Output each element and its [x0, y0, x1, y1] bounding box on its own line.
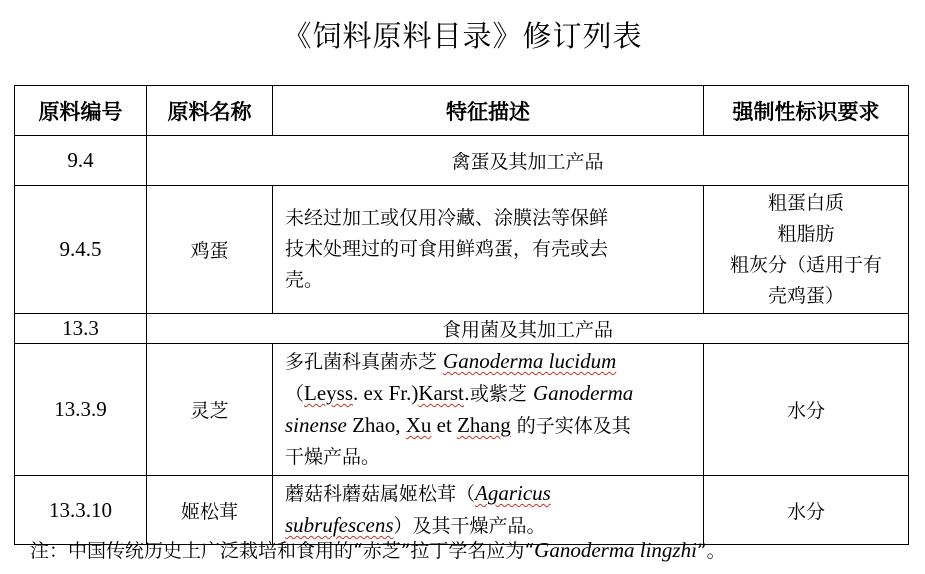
category-cell: 食用菌及其加工产品	[147, 314, 909, 344]
req-cell: 水分	[704, 476, 909, 545]
header-req: 强制性标识要求	[704, 86, 909, 136]
header-name: 原料名称	[147, 86, 273, 136]
table-row	[15, 314, 909, 344]
req-line: 粗灰分（适用于有	[729, 253, 882, 276]
header-row	[15, 86, 909, 136]
desc-text: 的子实体及其	[510, 415, 631, 437]
latin-name: subrufescens	[285, 513, 394, 537]
latin-text: Xu	[405, 413, 432, 437]
table-row	[15, 476, 909, 545]
latin-text: . ex Fr.)	[353, 381, 419, 405]
desc-line: 未经过加工或仅用冷藏、涂膜法等保鲜	[285, 207, 609, 229]
code-cell: 13.3.9	[15, 344, 147, 476]
req-cell: 水分	[704, 344, 909, 476]
desc-text: ）及其干燥产品。	[393, 515, 546, 537]
latin-text: Zhang	[457, 413, 511, 437]
desc-line: 壳。	[285, 269, 324, 291]
name-cell: 灵芝	[147, 344, 273, 476]
footnote	[30, 536, 726, 563]
header-desc: 特征描述	[273, 86, 704, 136]
category-cell: 禽蛋及其加工产品	[147, 136, 909, 186]
desc-text: 蘑菇科蘑菇属姬松茸（	[285, 483, 476, 505]
latin-text: Zhao,	[346, 413, 406, 437]
latin-name: sinense	[285, 413, 347, 437]
note-text: 注：中国传统历史上广泛栽培和食用的“赤芝”拉丁学名应为“	[30, 540, 535, 562]
desc-line	[285, 378, 693, 410]
latin-text: Leyss	[304, 381, 354, 405]
desc-line	[285, 410, 693, 442]
page-title: 《饲料原料目录》修订列表	[282, 19, 643, 53]
desc-line	[285, 478, 693, 510]
desc-text: （	[285, 383, 305, 405]
revision-table	[14, 85, 909, 545]
latin-name: Ganoderma	[532, 381, 634, 405]
name-cell: 姬松茸	[147, 476, 273, 545]
desc-line: 技术处理过的可食用鲜鸡蛋，有壳或去	[285, 238, 609, 260]
table-row	[15, 136, 909, 186]
desc-cell	[273, 476, 704, 545]
req-line: 壳鸡蛋）	[767, 284, 844, 307]
name-cell: 鸡蛋	[147, 186, 273, 314]
table-row	[15, 186, 909, 314]
code-cell: 9.4	[15, 136, 147, 186]
desc-cell	[273, 344, 704, 476]
header-code: 原料编号	[15, 86, 147, 136]
desc-line	[285, 346, 693, 378]
latin-text: Karst	[418, 381, 464, 405]
note-text: ”。	[696, 540, 726, 562]
desc-line: 干燥产品。	[285, 446, 381, 468]
code-cell: 9.4.5	[15, 186, 147, 314]
desc-text: .或紫芝	[463, 383, 533, 405]
table-row	[15, 344, 909, 476]
latin-name: Ganoderma lucidum	[443, 349, 617, 373]
note-latin-name: Ganoderma lingzhi	[534, 538, 697, 562]
latin-text: et	[431, 413, 458, 437]
req-line: 粗脂肪	[777, 222, 835, 245]
latin-name: Agaricus	[475, 481, 551, 505]
req-line: 粗蛋白质	[767, 191, 844, 214]
req-cell	[704, 186, 909, 314]
desc-text: 多孔菌科真菌赤芝	[285, 351, 444, 373]
desc-cell	[273, 186, 704, 314]
code-cell: 13.3	[15, 314, 147, 344]
code-cell: 13.3.10	[15, 476, 147, 545]
